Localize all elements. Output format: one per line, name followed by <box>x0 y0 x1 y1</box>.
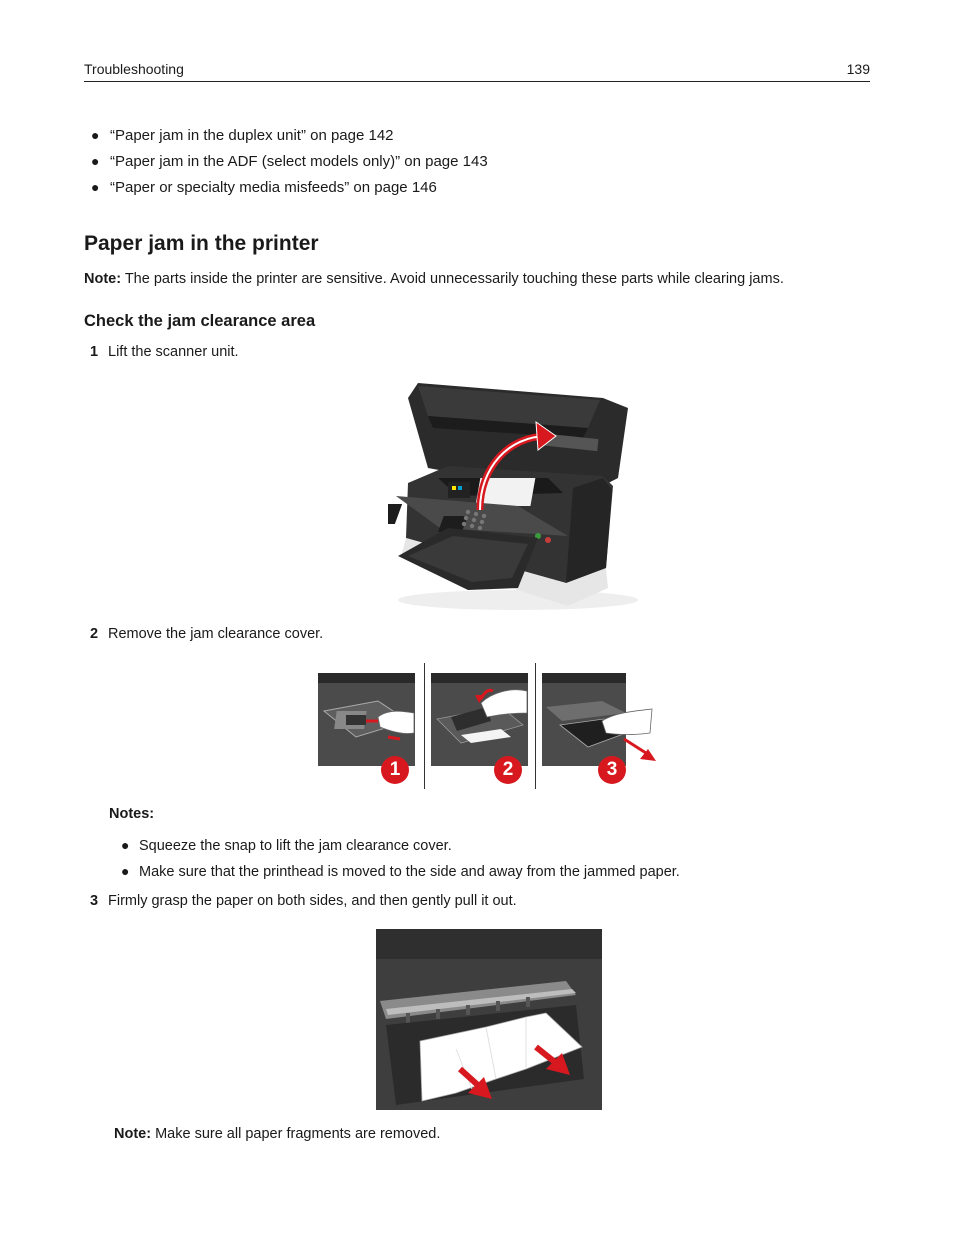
panel-divider <box>535 663 536 789</box>
step-2 <box>90 626 323 642</box>
step-text: Firmly grasp the paper on both sides, and then gently pull it out. <box>108 893 517 909</box>
step-3 <box>90 893 517 909</box>
note-item-text: Squeeze the snap to lift the jam clearance cover. <box>139 838 452 854</box>
step-number: 1 <box>90 344 99 360</box>
step-text: Lift the scanner unit. <box>108 344 239 360</box>
list-item[interactable] <box>91 179 437 196</box>
step-number: 2 <box>90 626 99 642</box>
jam-cover-squeeze-illustration <box>318 673 415 766</box>
cross-reference-link[interactable]: “Paper or specialty media misfeeds” on page 146 <box>110 179 437 196</box>
list-item <box>121 837 452 854</box>
bullet-icon: ● <box>121 837 130 853</box>
final-note <box>114 1126 440 1142</box>
page-number: 139 <box>846 61 870 77</box>
list-item <box>121 863 680 880</box>
step-badge: 2 <box>494 756 522 784</box>
notes-label: Notes: <box>109 806 155 822</box>
note-label: Note: <box>84 271 122 287</box>
note-text: Make sure all paper fragments are removed. <box>151 1126 441 1142</box>
cross-reference-link[interactable]: “Paper jam in the ADF (select models only)” on page 143 <box>110 153 488 170</box>
step-text: Remove the jam clearance cover. <box>108 626 324 642</box>
step-number: 3 <box>90 893 99 909</box>
jammed-paper-removal-illustration <box>376 929 602 1110</box>
printer-scanner-lift-illustration <box>388 378 646 610</box>
bullet-icon: ● <box>121 863 130 879</box>
note-item-text: Make sure that the printhead is moved to the side and away from the jammed paper. <box>139 864 680 880</box>
list-item[interactable] <box>91 127 394 144</box>
list-item[interactable] <box>91 153 488 170</box>
note-text: The parts inside the printer are sensitive. Avoid unnecessarily touching these parts while clearing jams. <box>121 271 784 287</box>
step-badge: 1 <box>381 756 409 784</box>
bullet-icon: ● <box>91 153 100 169</box>
jam-cover-lift-illustration <box>431 673 528 766</box>
jam-cover-remove-illustration <box>542 673 657 766</box>
step-badge: 3 <box>598 756 626 784</box>
section-title: Paper jam in the printer <box>84 232 319 255</box>
cross-reference-link[interactable]: “Paper jam in the duplex unit” on page 142 <box>110 127 394 144</box>
panel-divider <box>424 663 425 789</box>
step-1 <box>90 344 239 360</box>
note-label: Note: <box>114 1126 152 1142</box>
section-note <box>84 271 784 287</box>
running-header-section: Troubleshooting <box>84 61 184 77</box>
header-rule <box>84 81 870 82</box>
bullet-icon: ● <box>91 127 100 143</box>
subsection-title: Check the jam clearance area <box>84 312 316 330</box>
bullet-icon: ● <box>91 179 100 195</box>
